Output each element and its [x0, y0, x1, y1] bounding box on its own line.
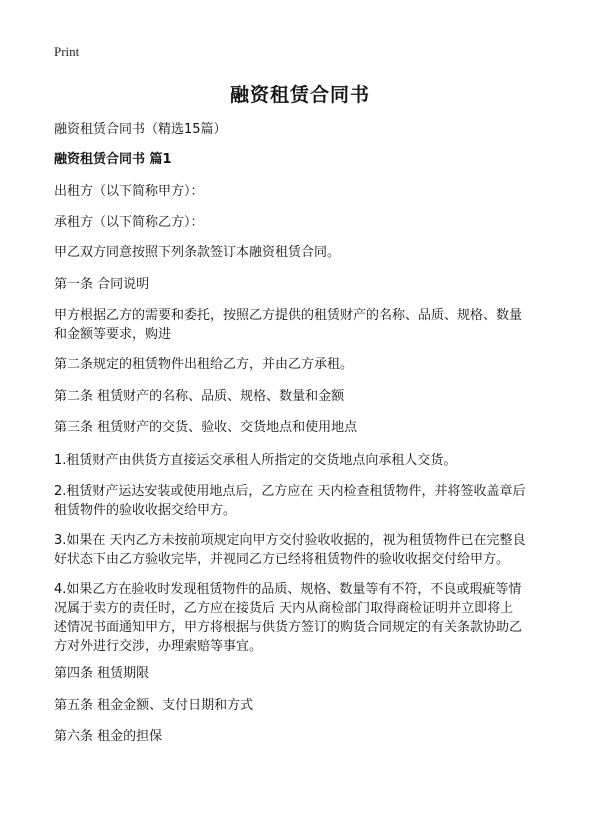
article-5-title: 第五条 租金金额、支付日期和方式: [54, 698, 254, 713]
item-2-line-1: 2.租赁财产运达安装或使用地点后，乙方应在 天内检查租赁物件，并将签收盖章后: [54, 484, 526, 499]
print-label: Print: [54, 44, 80, 59]
article-2-intro: 第二条规定的租赁物件出租给乙方，并由乙方承租。: [54, 357, 354, 372]
article-4-title: 第四条 租赁期限: [54, 666, 150, 681]
lessee-line: 承租方（以下简称乙方）：: [54, 215, 204, 230]
article-1-title: 第一条 合同说明: [54, 277, 150, 292]
item-4-line-2: 况属于卖方的责任时，乙方应在接货后 天内从商检部门取得商检证明并立即将上: [54, 601, 514, 616]
document-title: 融资租赁合同书: [229, 84, 370, 106]
document-subtitle: 融资租赁合同书（精选15篇）: [54, 122, 227, 137]
item-4-line-3: 述情况书面通知甲方，甲方将根据与供货方签订的购货合同规定的有关条款协助乙: [54, 620, 523, 635]
article-1-text-line-2: 和金额等要求，购进: [54, 327, 172, 342]
item-3-line-2: 好状态下由乙方验收完毕，并视同乙方已经将租赁物件的验收收据交付给甲方。: [54, 552, 510, 567]
item-4-line-1: 4.如果乙方在验收时发现租赁物件的品质、规格、数量等有不符，不良或瑕疵等情: [54, 582, 522, 597]
article-3-title: 第三条 租赁财产的交货、验收、交货地点和使用地点: [54, 420, 358, 435]
item-4-line-4: 方对外进行交涉，办理索赔等事宜。: [54, 639, 263, 654]
item-2-line-2: 租赁物件的验收收据交给甲方。: [54, 503, 237, 518]
section-heading: 融资租赁合同书 篇1: [54, 152, 172, 167]
agreement-line: 甲乙双方同意按照下列条款签订本融资租赁合同。: [54, 245, 341, 260]
article-2-title: 第二条 租赁财产的名称、品质、规格、数量和金额: [54, 389, 345, 404]
article-1-text-line-1: 甲方根据乙方的需要和委托，按照乙方提供的租赁财产的名称、品质、规格、数量: [54, 308, 523, 323]
article-6-title: 第六条 租金的担保: [54, 729, 163, 744]
item-1: 1.租赁财产由供货方直接运交承租人所指定的交货地点向承租人交货。: [54, 453, 457, 468]
item-3-line-1: 3.如果在 天内乙方未按前项规定向甲方交付验收收据的，视为租赁物件已在完整良: [54, 533, 526, 548]
lessor-line: 出租方（以下简称甲方）：: [54, 184, 204, 199]
